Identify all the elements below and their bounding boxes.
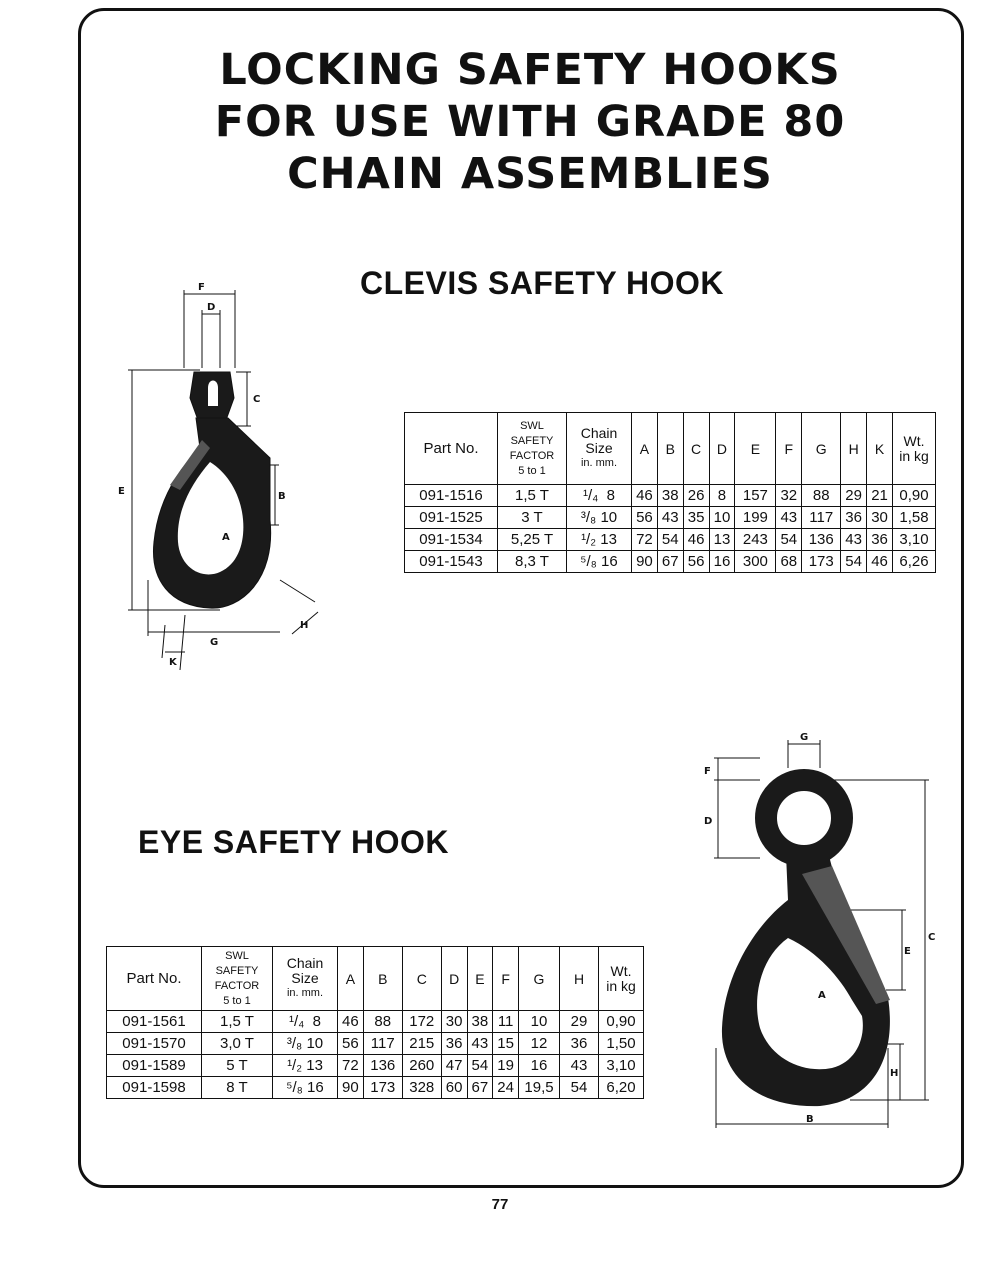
eye-dim-E-label: E xyxy=(904,946,911,957)
cell-F: 15 xyxy=(493,1033,519,1055)
chain-in: ¹/₄ xyxy=(289,1013,305,1030)
eye-dim-G-label: G xyxy=(800,732,809,743)
table-row xyxy=(107,1033,644,1055)
table-row xyxy=(107,1011,644,1033)
cell-G: 16 xyxy=(519,1055,560,1077)
cell-E: 199 xyxy=(735,507,776,529)
cell-A: 46 xyxy=(632,485,658,507)
cell-B: 173 xyxy=(363,1077,402,1099)
cell-G: 117 xyxy=(802,507,841,529)
cell-E: 38 xyxy=(467,1011,493,1033)
cell-A: 56 xyxy=(338,1033,364,1055)
table-row xyxy=(405,529,936,551)
clevis-dim-E-label: E xyxy=(118,486,125,497)
eye-dim-D-label: D xyxy=(704,816,713,827)
cell-wt: 0,90 xyxy=(893,485,936,507)
cell-B: 117 xyxy=(363,1033,402,1055)
cell-part: 091-1561 xyxy=(107,1011,202,1033)
swl-line-3: FACTOR xyxy=(509,449,555,462)
cell-K: 30 xyxy=(867,507,893,529)
clevis-dim-D-label: D xyxy=(207,302,216,313)
title-line-3: CHAIN ASSEMBLIES xyxy=(287,149,773,199)
cell-B: 136 xyxy=(363,1055,402,1077)
col-dim-D: D xyxy=(709,413,735,485)
chain-in: ³/₈ xyxy=(286,1035,303,1052)
col-dim-H: H xyxy=(841,413,867,485)
cell-swl: 1,5 T xyxy=(498,485,567,507)
col-dim-E: E xyxy=(467,947,493,1011)
swl-line-4: 5 to 1 xyxy=(223,994,251,1007)
col-dim-H: H xyxy=(560,947,599,1011)
cell-swl: 3,0 T xyxy=(202,1033,273,1055)
chain-line-1: Chain xyxy=(580,425,618,441)
table-row xyxy=(405,507,936,529)
eye-hook-drawing xyxy=(690,728,940,1136)
cell-chain xyxy=(567,485,632,507)
cell-F: 19 xyxy=(493,1055,519,1077)
chain-mm: 13 xyxy=(306,1057,323,1074)
page-number: 77 xyxy=(491,1196,509,1213)
cell-chain xyxy=(567,529,632,551)
cell-A: 72 xyxy=(632,529,658,551)
cell-part: 091-1525 xyxy=(405,507,498,529)
eye-dim-B-label: B xyxy=(806,1114,814,1125)
eye-table-header-row xyxy=(107,947,644,1011)
cell-G: 12 xyxy=(519,1033,560,1055)
swl-line-4: 5 to 1 xyxy=(518,464,546,477)
swl-line-1: SWL xyxy=(225,949,249,962)
col-chain-size xyxy=(273,947,338,1011)
col-swl xyxy=(202,947,273,1011)
col-part-no: Part No. xyxy=(405,413,498,485)
chain-in: ¹/₂ xyxy=(287,1057,303,1074)
cell-K: 21 xyxy=(867,485,893,507)
cell-H: 54 xyxy=(560,1077,599,1099)
cell-A: 72 xyxy=(338,1055,364,1077)
eye-dim-C-label: C xyxy=(928,932,936,943)
eye-dim-F-label: F xyxy=(704,766,711,777)
title-line-1: LOCKING SAFETY HOOKS xyxy=(219,45,841,95)
table-row xyxy=(107,1055,644,1077)
col-weight xyxy=(599,947,644,1011)
cell-C: 260 xyxy=(402,1055,441,1077)
col-chain-size xyxy=(567,413,632,485)
cell-part: 091-1589 xyxy=(107,1055,202,1077)
chain-line-2: Size xyxy=(585,440,613,456)
chain-in: ³/₈ xyxy=(580,509,597,526)
chain-mm: 13 xyxy=(600,531,617,548)
cell-chain xyxy=(273,1011,338,1033)
table-row xyxy=(405,485,936,507)
cell-H: 54 xyxy=(841,551,867,573)
eye-dim-H-label: H xyxy=(890,1068,899,1079)
cell-D: 10 xyxy=(709,507,735,529)
cell-C: 172 xyxy=(402,1011,441,1033)
table-row xyxy=(107,1077,644,1099)
cell-A: 46 xyxy=(338,1011,364,1033)
cell-swl: 1,5 T xyxy=(202,1011,273,1033)
cell-F: 54 xyxy=(776,529,802,551)
cell-part: 091-1543 xyxy=(405,551,498,573)
cell-wt: 0,90 xyxy=(599,1011,644,1033)
col-dim-B: B xyxy=(363,947,402,1011)
col-dim-D: D xyxy=(441,947,467,1011)
swl-line-1: SWL xyxy=(520,419,544,432)
cell-F: 68 xyxy=(776,551,802,573)
cell-F: 32 xyxy=(776,485,802,507)
chain-in: ⁵/₈ xyxy=(286,1079,303,1096)
clevis-hook-drawing xyxy=(110,280,325,670)
cell-E: 54 xyxy=(467,1055,493,1077)
cell-C: 328 xyxy=(402,1077,441,1099)
cell-G: 19,5 xyxy=(519,1077,560,1099)
col-dim-A: A xyxy=(632,413,658,485)
cell-D: 13 xyxy=(709,529,735,551)
cell-H: 43 xyxy=(560,1055,599,1077)
cell-C: 26 xyxy=(683,485,709,507)
cell-C: 35 xyxy=(683,507,709,529)
clevis-dim-K-label: K xyxy=(169,657,177,668)
wt-line-1: Wt. xyxy=(903,432,925,449)
cell-H: 36 xyxy=(560,1033,599,1055)
cell-D: 47 xyxy=(441,1055,467,1077)
cell-C: 215 xyxy=(402,1033,441,1055)
eye-spec-table xyxy=(106,946,644,1099)
wt-line-2: in kg xyxy=(899,447,929,464)
cell-swl: 8,3 T xyxy=(498,551,567,573)
table-row xyxy=(405,551,936,573)
cell-H: 29 xyxy=(560,1011,599,1033)
col-dim-A: A xyxy=(338,947,364,1011)
cell-A: 90 xyxy=(632,551,658,573)
cell-wt: 1,58 xyxy=(893,507,936,529)
cell-F: 11 xyxy=(493,1011,519,1033)
cell-chain xyxy=(567,551,632,573)
col-dim-C: C xyxy=(683,413,709,485)
cell-D: 36 xyxy=(441,1033,467,1055)
cell-E: 300 xyxy=(735,551,776,573)
cell-swl: 5 T xyxy=(202,1055,273,1077)
col-dim-K: K xyxy=(867,413,893,485)
cell-A: 56 xyxy=(632,507,658,529)
swl-line-3: FACTOR xyxy=(214,979,260,992)
chain-mm: 8 xyxy=(606,487,615,504)
col-dim-G: G xyxy=(802,413,841,485)
chain-mm: 10 xyxy=(306,1035,324,1052)
cell-H: 29 xyxy=(841,485,867,507)
cell-D: 16 xyxy=(709,551,735,573)
cell-E: 157 xyxy=(735,485,776,507)
col-dim-F: F xyxy=(776,413,802,485)
clevis-dim-C-label: C xyxy=(253,394,261,405)
chain-in: ¹/₂ xyxy=(581,531,597,548)
cell-H: 36 xyxy=(841,507,867,529)
cell-G: 136 xyxy=(802,529,841,551)
chain-line-1: Chain xyxy=(286,955,324,971)
page-title xyxy=(150,44,910,200)
clevis-spec-table xyxy=(404,412,936,573)
cell-wt: 1,50 xyxy=(599,1033,644,1055)
chain-mm: 8 xyxy=(312,1013,321,1030)
clevis-table-header-row xyxy=(405,413,936,485)
cell-A: 90 xyxy=(338,1077,364,1099)
cell-wt: 6,20 xyxy=(599,1077,644,1099)
swl-line-2: SAFETY xyxy=(215,964,259,977)
col-dim-E: E xyxy=(735,413,776,485)
cell-swl: 5,25 T xyxy=(498,529,567,551)
cell-C: 56 xyxy=(683,551,709,573)
cell-D: 30 xyxy=(441,1011,467,1033)
wt-line-2: in kg xyxy=(606,977,636,994)
chain-line-2: Size xyxy=(291,970,319,986)
cell-chain xyxy=(567,507,632,529)
cell-wt: 3,10 xyxy=(893,529,936,551)
chain-mm: 16 xyxy=(601,553,618,570)
clevis-dim-H-label: H xyxy=(300,620,309,631)
cell-G: 88 xyxy=(802,485,841,507)
eye-dim-A-label: A xyxy=(818,990,826,1001)
col-swl xyxy=(498,413,567,485)
cell-B: 54 xyxy=(657,529,683,551)
col-dim-G: G xyxy=(519,947,560,1011)
clevis-dim-B-label: B xyxy=(278,491,286,502)
cell-C: 46 xyxy=(683,529,709,551)
cell-B: 43 xyxy=(657,507,683,529)
col-dim-F: F xyxy=(493,947,519,1011)
cell-B: 38 xyxy=(657,485,683,507)
cell-swl: 3 T xyxy=(498,507,567,529)
cell-part: 091-1534 xyxy=(405,529,498,551)
cell-E: 43 xyxy=(467,1033,493,1055)
cell-part: 091-1516 xyxy=(405,485,498,507)
cell-F: 24 xyxy=(493,1077,519,1099)
chain-mm: 16 xyxy=(307,1079,324,1096)
cell-B: 88 xyxy=(363,1011,402,1033)
cell-E: 243 xyxy=(735,529,776,551)
cell-D: 60 xyxy=(441,1077,467,1099)
cell-chain xyxy=(273,1055,338,1077)
chain-mm: 10 xyxy=(600,509,618,526)
col-dim-B: B xyxy=(657,413,683,485)
cell-swl: 8 T xyxy=(202,1077,273,1099)
title-line-2: FOR USE WITH GRADE 80 xyxy=(214,97,846,147)
cell-G: 173 xyxy=(802,551,841,573)
cell-wt: 6,26 xyxy=(893,551,936,573)
cell-part: 091-1570 xyxy=(107,1033,202,1055)
cell-K: 46 xyxy=(867,551,893,573)
cell-F: 43 xyxy=(776,507,802,529)
col-part-no: Part No. xyxy=(107,947,202,1011)
eye-section-title: EYE SAFETY HOOK xyxy=(138,824,449,860)
chain-line-3: in. mm. xyxy=(286,987,324,999)
cell-K: 36 xyxy=(867,529,893,551)
wt-line-1: Wt. xyxy=(610,962,632,979)
cell-B: 67 xyxy=(657,551,683,573)
chain-in: ⁵/₈ xyxy=(580,553,597,570)
cell-D: 8 xyxy=(709,485,735,507)
col-dim-C: C xyxy=(402,947,441,1011)
chain-line-3: in. mm. xyxy=(580,457,618,469)
cell-G: 10 xyxy=(519,1011,560,1033)
cell-E: 67 xyxy=(467,1077,493,1099)
clevis-dim-G-label: G xyxy=(210,637,219,648)
chain-in: ¹/₄ xyxy=(583,487,599,504)
cell-part: 091-1598 xyxy=(107,1077,202,1099)
clevis-section-title: CLEVIS SAFETY HOOK xyxy=(360,265,725,301)
cell-chain xyxy=(273,1033,338,1055)
clevis-dim-A-label: A xyxy=(222,532,230,543)
cell-wt: 3,10 xyxy=(599,1055,644,1077)
col-weight xyxy=(893,413,936,485)
cell-H: 43 xyxy=(841,529,867,551)
cell-chain xyxy=(273,1077,338,1099)
swl-line-2: SAFETY xyxy=(510,434,554,447)
clevis-dim-F-label: F xyxy=(198,282,205,293)
